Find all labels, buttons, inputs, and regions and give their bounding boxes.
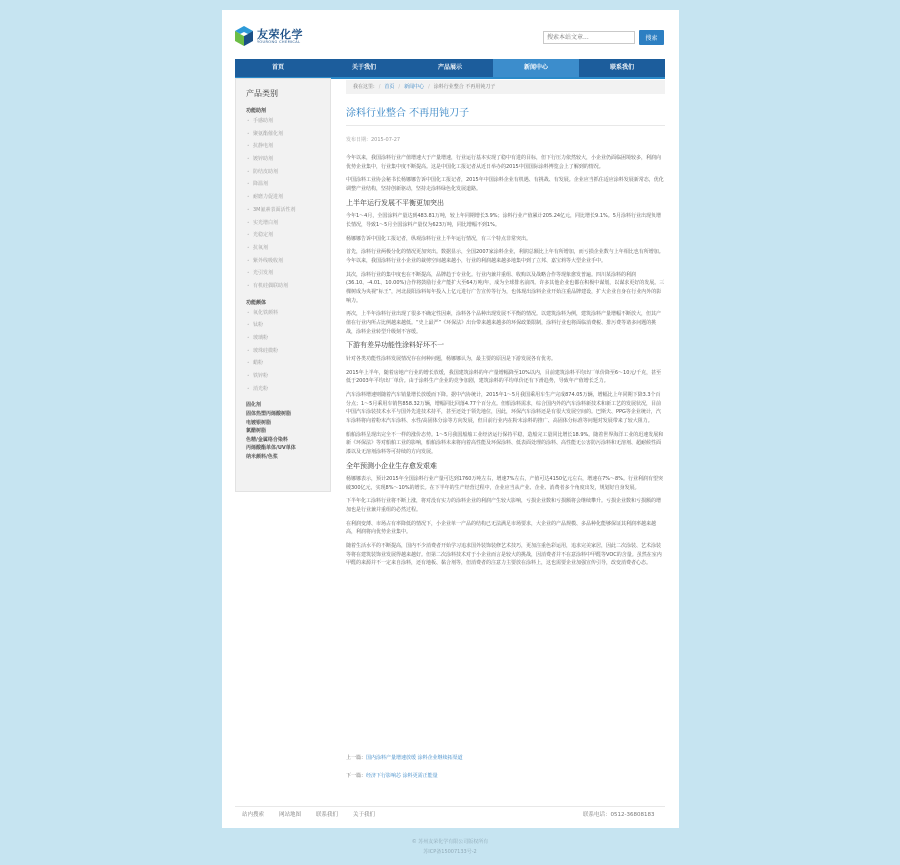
paragraph: 今年1～4月，全国涂料产量达到483.81万吨，较上年同期增长3.9%；涂料行业产值累计205.24亿元，同比增长9.1%。5月涂料行业出现负增长情况，导致1～5月全国涂料产量仅为623万吨，同比增幅不到1%。 <box>346 213 661 228</box>
category-item[interactable]: 固体热塑丙烯酸树脂 <box>246 411 292 418</box>
footer-link-contact[interactable]: 联系我们 <box>316 812 339 818</box>
category-group-title[interactable]: 功能颜体 <box>246 299 267 306</box>
section-heading: 全年预测小企业生存愈发艰难 <box>346 461 437 470</box>
nav-contact[interactable]: 联系我们 <box>609 64 634 71</box>
paragraph: 在利润变薄、市场占有率降低的情况下，小企业单一产品的结构已无法满足市场要求，大企业的产品规模、多品种化能够保证其利润率越来越高，利润将向优势企业集中。 <box>346 520 657 536</box>
category-item[interactable]: • 降温剂 <box>246 178 330 191</box>
paragraph: 下半年化工涂料行业将不断上涨，将对没有实力的涂料企业的利润产生较大影响，亏损企业数和亏损额将会继续攀升。亏损企业数和亏损额的增加也是行业兼并重组的必然过程。 <box>346 498 662 513</box>
paragraph: 杨娜娜告诉中国化工报记者，纵观涂料行业上半年运行情况，有三个特点非常突出。 <box>346 235 532 242</box>
article-body <box>346 154 665 573</box>
icp-number[interactable]: 苏ICP备15007133号-2 <box>423 849 477 855</box>
paragraph: 今年以来，我国涂料行业产值增速大于产量增速，行业运行基本实现了稳中有进的目标，但下行压力依然较大，小企业仍面临困境较多，利润向优势企业集中，行业集中度不断提高。这是中国化工报记者从近日举办的2015中国国际涂料博览会上了解到的情况。 <box>346 155 662 170</box>
main-nav <box>235 59 665 79</box>
breadcrumb-separator: / <box>378 84 381 90</box>
next-article-link[interactable]: 经济下行影响芯 涂料更需正能量 <box>366 773 438 779</box>
footer-divider <box>235 806 665 807</box>
prev-article <box>346 754 463 761</box>
footer-link-search[interactable]: 站内搜索 <box>242 812 265 818</box>
paragraph: 再次，上半年涂料行业出现了很多不确定性因素，涂料各个品种出现发展不平衡的情况。以建筑涂料为例，建筑涂料产量增幅不断放大，但其产值在行业内所占比例越来越低。“史上最严”《环保法》出台带来越来越多的环保政策限制，涂料行业也将面临消费税、排污费等诸多问题的挑战，涂料企业转型升级刻不容缓。 <box>346 311 662 335</box>
next-label: 下一篇： <box>346 773 367 779</box>
breadcrumb-section[interactable]: 新闻中心 <box>404 84 425 90</box>
category-item[interactable]: • 手感助剂 <box>246 115 330 128</box>
nav-about[interactable]: 关于我们 <box>351 64 376 71</box>
nav-news[interactable]: 新闻中心 <box>493 59 579 77</box>
paragraph: 其次，涂料行业的集中度也在不断提高，品牌趋于专业化。行业内兼并重组、收购以及战略合作等现象愈发普遍。四川某涂料的利润(36.10、-4.01、10.00%)合作将鼓励行业产能扩大至64万吨/年，成为全球排名前四。许多其他企业也都在积极中谋划，以谋求更好的发展。三棵树成为央视“标王”，河北晨阳涂料每年投入上亿元进行广告宣传等行为，也体现出涂料企业开始注重品牌建设，扩大企业自身在行业内外的影响力。 <box>346 271 665 304</box>
nav-products[interactable]: 产品展示 <box>437 64 462 71</box>
page-container <box>222 10 679 828</box>
category-item[interactable]: • 抗静电剂 <box>246 140 330 153</box>
section-heading: 上半年运行发展不平衡更加突出 <box>346 198 444 207</box>
category-item[interactable]: 氯醋树脂 <box>246 428 267 435</box>
category-list <box>246 107 330 462</box>
category-item[interactable]: • 蜡粉 <box>246 357 330 370</box>
category-item[interactable]: • 聚氨酯催化剂 <box>246 128 330 141</box>
category-item[interactable]: • 玻璃粉 <box>246 332 330 345</box>
search-button[interactable]: 搜索 <box>639 30 664 45</box>
next-article <box>346 772 438 779</box>
category-item[interactable]: • 抗氧剂 <box>246 242 330 255</box>
search-input[interactable] <box>543 31 635 44</box>
prev-article-link[interactable]: 国内涂料产量增速放缓 涂料企业继续拓渠道 <box>366 755 463 761</box>
category-item[interactable]: • 消光粉 <box>246 383 330 396</box>
category-group-title[interactable]: 功能助剂 <box>246 108 267 114</box>
article-title: 涂料行业整合 不再用钝刀子 <box>346 108 470 119</box>
footer-links <box>242 810 390 818</box>
breadcrumb-current: 涂料行业整合 不再用钝刀子 <box>433 84 496 90</box>
logo[interactable] <box>235 26 335 48</box>
paragraph: 2015年上半年，随着房地产行业的增长放缓，我国建筑涂料的年产量增幅降至10%以内，目前建筑涂料平均出厂单价降至6～10元/千克，甚至低于2003年平均出厂单价。由于涂料生产企业的竞争加剧，建筑涂料的平均单价还有下滑趋势，导致年产值增长乏力。 <box>346 369 662 385</box>
category-item[interactable]: • 铁锌粉 <box>246 370 330 383</box>
paragraph: 杨娜娜表示，预计2015年全国涂料行业产量可达到1760万吨左右，增速7%左右，产值可达4150亿元左右，增速在7%～8%。行业利润有望突破300亿元，实现8%～10%的增长。在下半年的生产经营过程中，企业应当从产业、企业、消费者多个角度出发，规划好自身发展。 <box>346 476 663 491</box>
paragraph: 汽车涂料增速则随着汽车销量增长放缓而下降。据中汽协统计，2015年1～5月我国乘用车生产完成874.05万辆，增幅比上年同期下降3.3个百分点；1～5月乘用车销售858.32万辆，增幅同比回落4.77个百分点。但船涂料需求，综合国内外的汽车涂料新技术和新工艺的发展状况，目前中国汽车涂装技术水平与国外先进技术持平，甚至还处于领先地位，因此，环保汽车涂料还是有很大发展空间的。巴斯夫、PPG等企业统计，汽车涂料将向着粉末汽车涂料、水性/高固体分涂等方向发展，但目前行业内在粉末涂料的推广、高固体分标准等问题对发展带来了较大阻力。 <box>346 391 661 424</box>
footer-link-about[interactable]: 关于我们 <box>353 812 376 818</box>
category-item[interactable]: • 紫外线吸收剂 <box>246 255 330 268</box>
category-item[interactable]: • 氧化铁颜料 <box>246 307 330 320</box>
category-item[interactable]: 纳米颜料/色浆 <box>246 454 278 460</box>
header <box>235 18 666 54</box>
paragraph: 随着生活水平的不断提高，国内不少消费者开始学习追求国外装饰装修艺术技巧，更加注重色彩运用，追求完美家居，因此二次涂装、艺术涂装等将在建筑装饰业发展得越来越好。但第二次涂料技术对于小企业而言是较大的挑战，因消费者并不在意涂料中甲醛等VOC的含量。虽然在室内甲醛的来源并不一定来自涂料，还有地板、黏合剂等，但消费者的注意力主要放在涂料上，这也需要企业加强宣传引导，改变消费者心态。 <box>346 543 662 567</box>
nav-home[interactable]: 首页 <box>271 64 284 71</box>
category-item[interactable]: • 耐磨力促进剂 <box>246 191 330 204</box>
title-divider <box>346 125 665 126</box>
publish-date: 发布日期：2015-07-27 <box>346 137 401 143</box>
category-item[interactable]: • 光稳定剂 <box>246 229 330 242</box>
category-item[interactable]: • 防结皮助剂 <box>246 166 330 179</box>
prev-label: 上一篇： <box>346 755 367 761</box>
category-item[interactable]: • 钛粉 <box>246 319 330 332</box>
sidebar <box>235 78 331 492</box>
paragraph: 船舶涂料呈现出完全不一样的涨价态势。1～5月我国船舶工业经济运行保持平稳，造船完工量同比增长18.9%。随着世界海洋工业的迅速发展和新《环保法》等对船舶工业的影响，船舶涂料未来将向着高性能及环保涂料、低表面处理的涂料、高性能无公害防污涂料和无溶剂、超耐候性面漆以及无溶剂涂料等可持续的方向发展。 <box>346 431 664 455</box>
paragraph: 首先，涂料行业两极分化的情况更加突出。数据显示，全国2007家涂料企业，利润总额比上年有所增加，而亏损企业数与上年相比也有所增加。今年以来，我国涂料行业小企业的裁剪空间越来越小，行业的利润越来越多地集中到了立邦、嘉宝莉等大型企业手中。 <box>346 249 664 264</box>
breadcrumb-separator: / <box>428 84 430 90</box>
sidebar-title: 产品类别 <box>246 89 278 98</box>
section-heading: 下游有差异功能性涂料好坏不一 <box>346 341 444 350</box>
breadcrumb-prefix: 我在这里: <box>353 84 375 90</box>
footer-link-sitemap[interactable]: 网站地图 <box>279 812 302 818</box>
category-item[interactable]: • 有机硅偶联助剂 <box>246 280 330 293</box>
paragraph: 针对各类功能性涂料发展情况存在何种问题，杨娜娜认为，最主要的原因是下游发展各有优劣。 <box>346 355 557 362</box>
logo-subtitle: YOURONG CHEMICAL <box>257 40 301 44</box>
breadcrumb-separator: / <box>398 84 401 90</box>
breadcrumb-home[interactable]: 首页 <box>384 84 395 90</box>
category-item[interactable]: 电镀银树脂 <box>246 419 272 426</box>
breadcrumb <box>346 80 665 94</box>
logo-icon <box>235 26 253 46</box>
logo-text: 友荣化学 <box>257 28 303 41</box>
category-item[interactable]: 丙烯酸酯单体/UV单体 <box>246 445 296 452</box>
paragraph: 中国涂料工业协会秘书长杨娜娜告诉中国化工报记者，2015年中国涂料企业有机遇、有挑战、有发展。企业应当抓住适应涂料发展新常态，优化调整产业结构，坚持创新驱动，坚持走涂料绿色化发展道路。 <box>346 177 664 192</box>
footer-phone: 联系电话：0512-36808183 <box>583 812 655 818</box>
category-item[interactable]: 固化剂 <box>246 402 262 409</box>
copyright: © 苏州友荣化学有限公司版权所有 <box>411 839 489 845</box>
category-item[interactable]: 色精/金属络合染料 <box>246 436 288 443</box>
category-item[interactable]: • 3M氟素表面活性剂 <box>246 204 330 217</box>
category-item[interactable]: • 镀锌助剂 <box>246 153 330 166</box>
category-item[interactable]: • 玻珠硅微粉 <box>246 345 330 358</box>
category-item[interactable]: • 光引发剂 <box>246 267 330 280</box>
category-item[interactable]: • 实光增白剂 <box>246 217 330 230</box>
